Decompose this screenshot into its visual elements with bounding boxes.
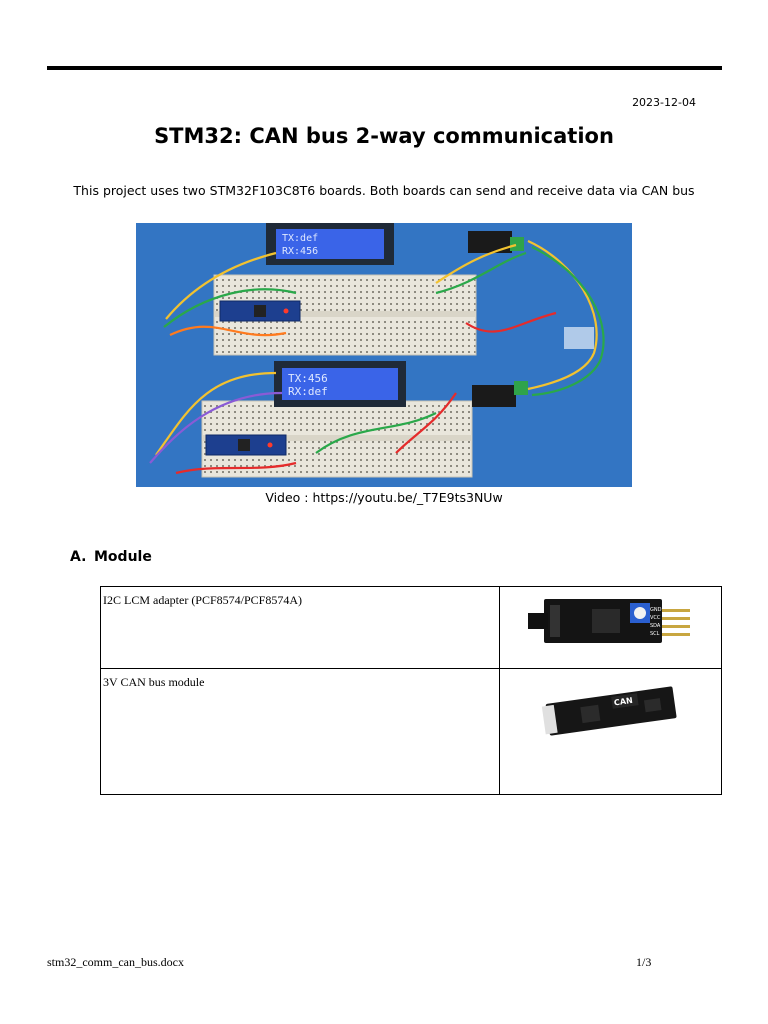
footer-filename: stm32_comm_can_bus.docx [47,955,184,969]
pin-gnd: GND [649,607,661,613]
video-caption[interactable]: Video : https://youtu.be/_T7E9ts3NUw [265,490,503,505]
project-photo [136,223,632,487]
lcd-bottom-line2: RX:def [288,385,328,398]
lcd-top-line1: TX:def [282,233,319,244]
page-title: STM32: CAN bus 2-way communication [154,124,614,148]
can-module-image [541,683,681,737]
can-module-bottom [472,385,516,407]
intro-paragraph: This project uses two STM32F103C8T6 boards. Both boards can send and receive data via CAN bus [73,183,695,198]
document-date: 2023-12-04 [632,96,696,109]
i2c-adapter-image [526,591,696,653]
pin-scl: SCL [649,631,659,637]
can-module-top [468,231,512,253]
table-row [101,587,722,669]
lcd-bottom-line1: TX:456 [288,372,328,385]
section-title: Module [94,549,152,565]
footer-page-number: 1/3 [636,955,652,969]
pin-sda: SDA [649,623,660,629]
lcd-top [266,223,394,265]
section-number: A. [70,549,87,565]
module-table [100,586,722,795]
module-name: 3V CAN bus module [101,669,500,795]
top-rule [47,66,722,70]
module-name: I2C LCM adapter (PCF8574/PCF8574A) [101,587,500,669]
lcd-bottom [274,361,406,407]
can-board-label: CAN [612,695,633,708]
pin-vcc: VCC [649,615,660,621]
module-image-cell [500,587,722,669]
module-image-cell [500,669,722,795]
table-row [101,669,722,795]
lcd-top-line2: RX:456 [282,246,319,257]
section-heading [70,549,152,565]
